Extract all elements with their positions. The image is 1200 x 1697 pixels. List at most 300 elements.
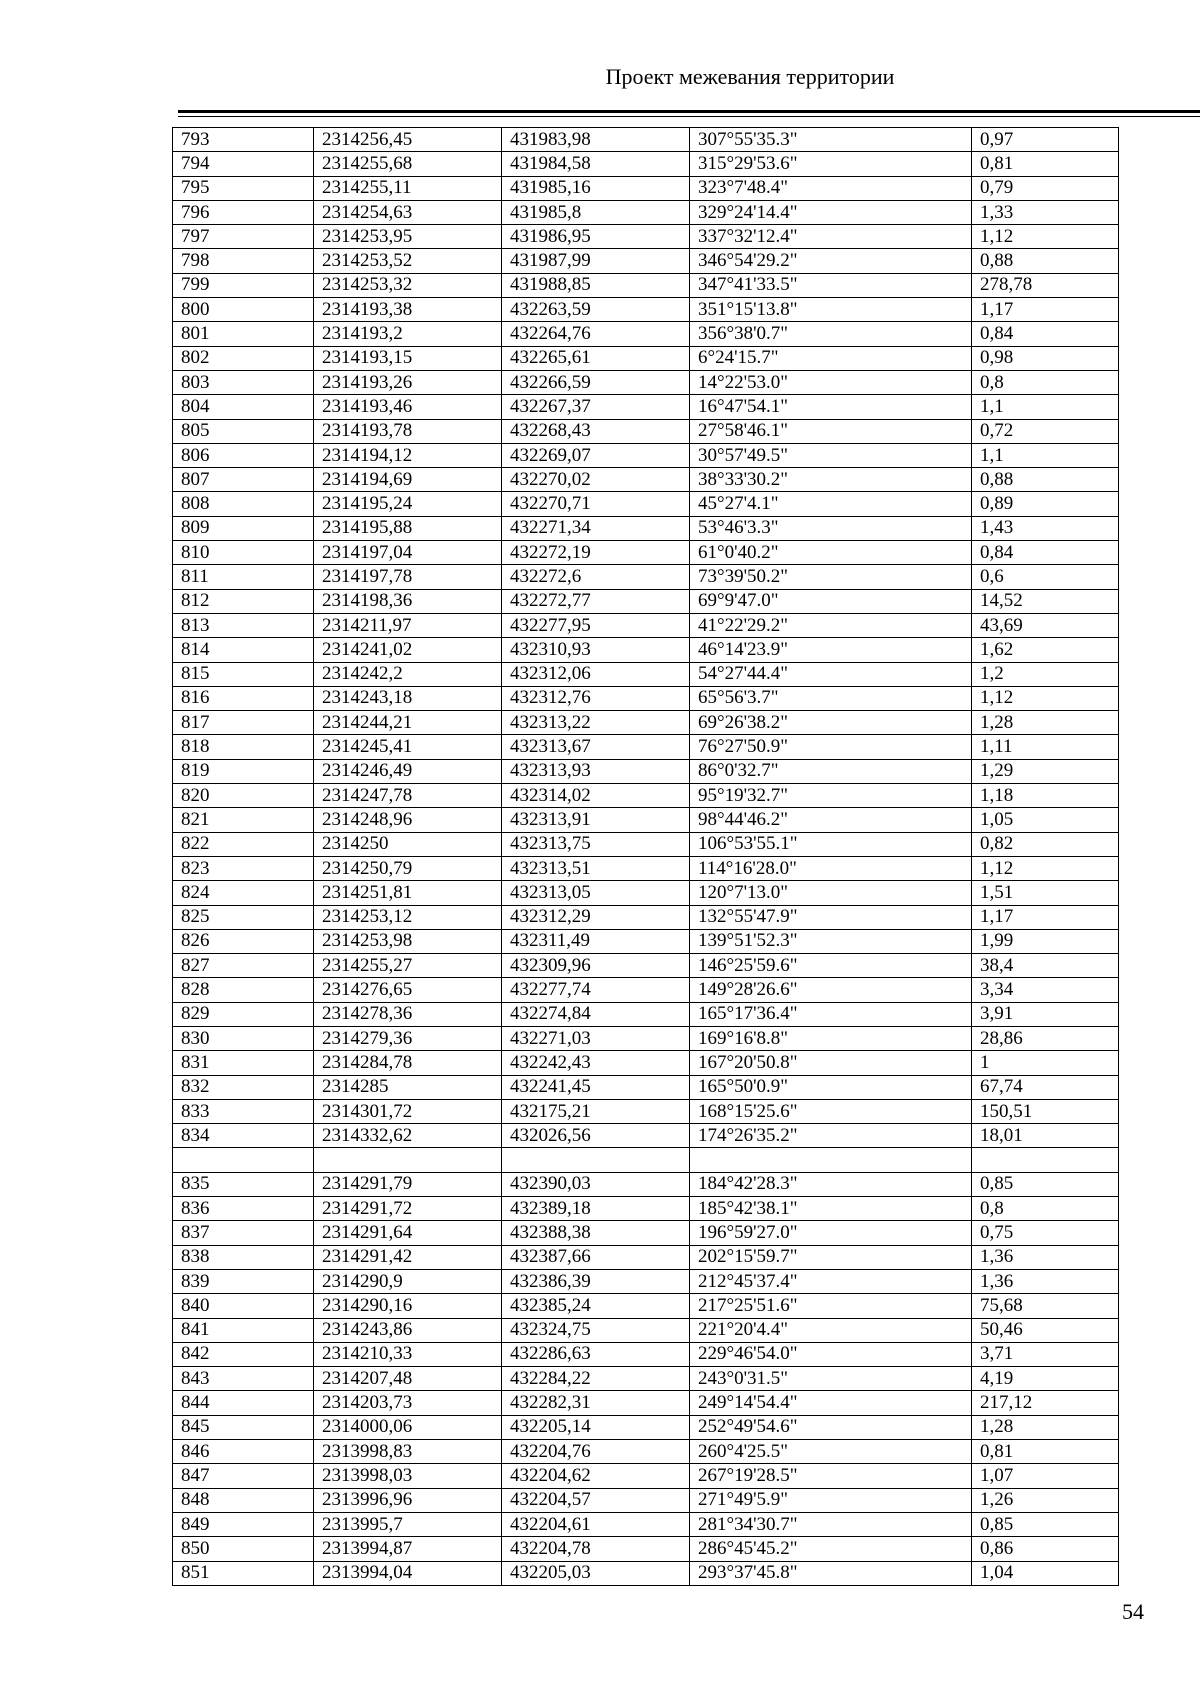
x-coordinate-cell: 2314284,78 bbox=[314, 1051, 502, 1075]
distance-cell: 1,36 bbox=[972, 1245, 1119, 1269]
x-coordinate-cell: 2313998,83 bbox=[314, 1440, 502, 1464]
distance-cell: 75,68 bbox=[972, 1294, 1119, 1318]
direction-angle-cell: 221°20'4.4" bbox=[690, 1318, 972, 1342]
distance-cell: 0,79 bbox=[972, 176, 1119, 200]
table-row bbox=[173, 1002, 1119, 1026]
distance-cell: 1,07 bbox=[972, 1464, 1119, 1488]
point-number-cell: 836 bbox=[173, 1197, 314, 1221]
y-coordinate-cell: 432242,43 bbox=[502, 1051, 690, 1075]
direction-angle-cell: 54°27'44.4" bbox=[690, 662, 972, 686]
table-row bbox=[173, 1318, 1119, 1342]
x-coordinate-cell: 2314250,79 bbox=[314, 856, 502, 880]
table-row bbox=[173, 1415, 1119, 1439]
direction-angle-cell: 337°32'12.4" bbox=[690, 225, 972, 249]
y-coordinate-cell: 432313,91 bbox=[502, 808, 690, 832]
direction-angle-cell: 346°54'29.2" bbox=[690, 249, 972, 273]
point-number-cell: 851 bbox=[173, 1561, 314, 1585]
x-coordinate-cell: 2314255,68 bbox=[314, 152, 502, 176]
direction-angle-cell: 260°4'25.5" bbox=[690, 1440, 972, 1464]
distance-cell: 0,86 bbox=[972, 1537, 1119, 1561]
point-number-cell: 830 bbox=[173, 1026, 314, 1050]
x-coordinate-cell: 2314253,52 bbox=[314, 249, 502, 273]
point-number-cell: 823 bbox=[173, 856, 314, 880]
distance-cell: 1,28 bbox=[972, 711, 1119, 735]
point-number-cell: 827 bbox=[173, 954, 314, 978]
direction-angle-cell: 65°56'3.7" bbox=[690, 686, 972, 710]
table-row bbox=[173, 176, 1119, 200]
y-coordinate-cell: 432204,61 bbox=[502, 1512, 690, 1536]
y-coordinate-cell: 431988,85 bbox=[502, 273, 690, 297]
x-coordinate-cell: 2314203,73 bbox=[314, 1391, 502, 1415]
point-number-cell: 834 bbox=[173, 1124, 314, 1148]
y-coordinate-cell: 432271,34 bbox=[502, 516, 690, 540]
direction-angle-cell: 351°15'13.8" bbox=[690, 298, 972, 322]
y-coordinate-cell: 432313,93 bbox=[502, 759, 690, 783]
x-coordinate-cell: 2314193,26 bbox=[314, 370, 502, 394]
x-coordinate-cell: 2314195,88 bbox=[314, 516, 502, 540]
direction-angle-cell: 106°53'55.1" bbox=[690, 832, 972, 856]
point-number-cell: 849 bbox=[173, 1512, 314, 1536]
distance-cell: 1,17 bbox=[972, 298, 1119, 322]
y-coordinate-cell: 432385,24 bbox=[502, 1294, 690, 1318]
distance-cell: 1,12 bbox=[972, 225, 1119, 249]
x-coordinate-cell: 2314193,38 bbox=[314, 298, 502, 322]
x-coordinate-cell: 2314241,02 bbox=[314, 638, 502, 662]
distance-cell: 1,43 bbox=[972, 516, 1119, 540]
x-coordinate-cell: 2314291,72 bbox=[314, 1197, 502, 1221]
point-number-cell: 842 bbox=[173, 1342, 314, 1366]
distance-cell: 0,88 bbox=[972, 468, 1119, 492]
distance-cell: 3,71 bbox=[972, 1342, 1119, 1366]
direction-angle-cell: 267°19'28.5" bbox=[690, 1464, 972, 1488]
point-number-cell: 799 bbox=[173, 273, 314, 297]
point-number-cell: 825 bbox=[173, 905, 314, 929]
direction-angle-cell: 229°46'54.0" bbox=[690, 1342, 972, 1366]
x-coordinate-cell: 2314198,36 bbox=[314, 589, 502, 613]
x-coordinate-cell: 2314250 bbox=[314, 832, 502, 856]
table-row bbox=[173, 1197, 1119, 1221]
direction-angle-cell: 184°42'28.3" bbox=[690, 1172, 972, 1196]
direction-angle-cell: 45°27'4.1" bbox=[690, 492, 972, 516]
x-coordinate-cell: 2314248,96 bbox=[314, 808, 502, 832]
distance-cell: 38,4 bbox=[972, 954, 1119, 978]
point-number-cell: 835 bbox=[173, 1172, 314, 1196]
y-coordinate-cell: 432265,61 bbox=[502, 346, 690, 370]
point-number-cell: 824 bbox=[173, 881, 314, 905]
x-coordinate-cell: 2313998,03 bbox=[314, 1464, 502, 1488]
point-number-cell: 794 bbox=[173, 152, 314, 176]
distance-cell: 14,52 bbox=[972, 589, 1119, 613]
distance-cell: 0,85 bbox=[972, 1172, 1119, 1196]
point-number-cell: 808 bbox=[173, 492, 314, 516]
distance-cell: 50,46 bbox=[972, 1318, 1119, 1342]
point-number-cell: 818 bbox=[173, 735, 314, 759]
table-row bbox=[173, 1124, 1119, 1148]
point-number-cell: 838 bbox=[173, 1245, 314, 1269]
coordinates-table-body bbox=[173, 128, 1119, 1586]
distance-cell: 18,01 bbox=[972, 1124, 1119, 1148]
distance-cell: 0,72 bbox=[972, 419, 1119, 443]
distance-cell: 1,33 bbox=[972, 200, 1119, 224]
direction-angle-cell: 315°29'53.6" bbox=[690, 152, 972, 176]
table-row bbox=[173, 662, 1119, 686]
direction-angle-cell: 16°47'54.1" bbox=[690, 395, 972, 419]
y-coordinate-cell: 432270,71 bbox=[502, 492, 690, 516]
table-row bbox=[173, 322, 1119, 346]
y-coordinate-cell: 432204,78 bbox=[502, 1537, 690, 1561]
x-coordinate-cell: 2313994,04 bbox=[314, 1561, 502, 1585]
table-row bbox=[173, 249, 1119, 273]
x-coordinate-cell: 2314253,12 bbox=[314, 905, 502, 929]
x-coordinate-cell: 2314254,63 bbox=[314, 200, 502, 224]
y-coordinate-cell: 431985,8 bbox=[502, 200, 690, 224]
point-number-cell: 814 bbox=[173, 638, 314, 662]
distance-cell: 3,91 bbox=[972, 1002, 1119, 1026]
point-number-cell: 828 bbox=[173, 978, 314, 1002]
x-coordinate-cell: 2314193,46 bbox=[314, 395, 502, 419]
x-coordinate-cell: 2314290,9 bbox=[314, 1269, 502, 1293]
x-coordinate-cell: 2314290,16 bbox=[314, 1294, 502, 1318]
table-row bbox=[173, 370, 1119, 394]
x-coordinate-cell: 2314194,69 bbox=[314, 468, 502, 492]
direction-angle-cell: 30°57'49.5" bbox=[690, 443, 972, 467]
distance-cell: 1,05 bbox=[972, 808, 1119, 832]
x-coordinate-cell: 2314000,06 bbox=[314, 1415, 502, 1439]
direction-angle-cell: 185°42'38.1" bbox=[690, 1197, 972, 1221]
direction-angle-cell: 86°0'32.7" bbox=[690, 759, 972, 783]
y-coordinate-cell: 432272,77 bbox=[502, 589, 690, 613]
point-number-cell: 843 bbox=[173, 1367, 314, 1391]
point-number-cell: 847 bbox=[173, 1464, 314, 1488]
direction-angle-cell: 249°14'54.4" bbox=[690, 1391, 972, 1415]
direction-angle-cell: 38°33'30.2" bbox=[690, 468, 972, 492]
point-number-cell: 839 bbox=[173, 1269, 314, 1293]
direction-angle-cell: 120°7'13.0" bbox=[690, 881, 972, 905]
y-coordinate-cell: 432204,62 bbox=[502, 1464, 690, 1488]
distance-cell: 1,11 bbox=[972, 735, 1119, 759]
y-coordinate-cell: 432311,49 bbox=[502, 929, 690, 953]
table-row bbox=[173, 468, 1119, 492]
y-coordinate-cell: 432277,74 bbox=[502, 978, 690, 1002]
point-number-cell: 826 bbox=[173, 929, 314, 953]
y-coordinate-cell: 432386,39 bbox=[502, 1269, 690, 1293]
table-row bbox=[173, 954, 1119, 978]
distance-cell: 1,12 bbox=[972, 856, 1119, 880]
table-row bbox=[173, 1026, 1119, 1050]
table-row bbox=[173, 711, 1119, 735]
point-number-cell: 848 bbox=[173, 1488, 314, 1512]
table-row bbox=[173, 735, 1119, 759]
point-number-cell: 846 bbox=[173, 1440, 314, 1464]
table-row bbox=[173, 1051, 1119, 1075]
direction-angle-cell bbox=[690, 1148, 972, 1172]
table-row bbox=[173, 516, 1119, 540]
direction-angle-cell: 98°44'46.2" bbox=[690, 808, 972, 832]
point-number-cell: 805 bbox=[173, 419, 314, 443]
distance-cell: 1 bbox=[972, 1051, 1119, 1075]
direction-angle-cell: 307°55'35.3" bbox=[690, 128, 972, 152]
point-number-cell: 833 bbox=[173, 1099, 314, 1123]
point-number-cell: 802 bbox=[173, 346, 314, 370]
distance-cell: 1,26 bbox=[972, 1488, 1119, 1512]
y-coordinate-cell: 431986,95 bbox=[502, 225, 690, 249]
y-coordinate-cell: 432312,76 bbox=[502, 686, 690, 710]
y-coordinate-cell: 432313,05 bbox=[502, 881, 690, 905]
point-number-cell: 807 bbox=[173, 468, 314, 492]
y-coordinate-cell: 432264,76 bbox=[502, 322, 690, 346]
table-row bbox=[173, 541, 1119, 565]
y-coordinate-cell: 432266,59 bbox=[502, 370, 690, 394]
direction-angle-cell: 286°45'45.2" bbox=[690, 1537, 972, 1561]
table-row bbox=[173, 419, 1119, 443]
x-coordinate-cell: 2314276,65 bbox=[314, 978, 502, 1002]
table-row bbox=[173, 686, 1119, 710]
x-coordinate-cell: 2313996,96 bbox=[314, 1488, 502, 1512]
table-row bbox=[173, 1440, 1119, 1464]
table-row bbox=[173, 298, 1119, 322]
y-coordinate-cell: 432390,03 bbox=[502, 1172, 690, 1196]
direction-angle-cell: 114°16'28.0" bbox=[690, 856, 972, 880]
x-coordinate-cell: 2314246,49 bbox=[314, 759, 502, 783]
table-row bbox=[173, 225, 1119, 249]
distance-cell: 0,81 bbox=[972, 152, 1119, 176]
table-row bbox=[173, 1148, 1119, 1172]
x-coordinate-cell: 2313994,87 bbox=[314, 1537, 502, 1561]
distance-cell: 43,69 bbox=[972, 613, 1119, 637]
table-row bbox=[173, 929, 1119, 953]
direction-angle-cell: 212°45'37.4" bbox=[690, 1269, 972, 1293]
point-number-cell: 809 bbox=[173, 516, 314, 540]
x-coordinate-cell: 2314193,15 bbox=[314, 346, 502, 370]
x-coordinate-cell: 2314194,12 bbox=[314, 443, 502, 467]
distance-cell: 67,74 bbox=[972, 1075, 1119, 1099]
direction-angle-cell: 69°9'47.0" bbox=[690, 589, 972, 613]
y-coordinate-cell: 432241,45 bbox=[502, 1075, 690, 1099]
x-coordinate-cell: 2314255,11 bbox=[314, 176, 502, 200]
page-number: 54 bbox=[1122, 1599, 1144, 1624]
x-coordinate-cell: 2314242,2 bbox=[314, 662, 502, 686]
distance-cell: 1,12 bbox=[972, 686, 1119, 710]
y-coordinate-cell: 432268,43 bbox=[502, 419, 690, 443]
x-coordinate-cell: 2314247,78 bbox=[314, 784, 502, 808]
direction-angle-cell: 132°55'47.9" bbox=[690, 905, 972, 929]
distance-cell: 278,78 bbox=[972, 273, 1119, 297]
coordinates-table bbox=[172, 127, 1119, 1586]
direction-angle-cell: 293°37'45.8" bbox=[690, 1561, 972, 1585]
table-row bbox=[173, 128, 1119, 152]
direction-angle-cell: 217°25'51.6" bbox=[690, 1294, 972, 1318]
distance-cell: 1,99 bbox=[972, 929, 1119, 953]
point-number-cell: 816 bbox=[173, 686, 314, 710]
x-coordinate-cell: 2314193,78 bbox=[314, 419, 502, 443]
distance-cell: 1,1 bbox=[972, 443, 1119, 467]
direction-angle-cell: 14°22'53.0" bbox=[690, 370, 972, 394]
y-coordinate-cell: 432389,18 bbox=[502, 1197, 690, 1221]
point-number-cell: 817 bbox=[173, 711, 314, 735]
y-coordinate-cell: 432263,59 bbox=[502, 298, 690, 322]
point-number-cell: 832 bbox=[173, 1075, 314, 1099]
table-row bbox=[173, 1391, 1119, 1415]
y-coordinate-cell: 432284,22 bbox=[502, 1367, 690, 1391]
table-row bbox=[173, 1269, 1119, 1293]
table-row bbox=[173, 1561, 1119, 1585]
y-coordinate-cell: 432271,03 bbox=[502, 1026, 690, 1050]
point-number-cell: 841 bbox=[173, 1318, 314, 1342]
table-row bbox=[173, 443, 1119, 467]
x-coordinate-cell: 2314245,41 bbox=[314, 735, 502, 759]
table-row bbox=[173, 1488, 1119, 1512]
distance-cell: 0,82 bbox=[972, 832, 1119, 856]
distance-cell: 0,85 bbox=[972, 1512, 1119, 1536]
table-row bbox=[173, 808, 1119, 832]
x-coordinate-cell: 2314211,97 bbox=[314, 613, 502, 637]
header-rule-thin bbox=[178, 116, 1200, 117]
point-number-cell bbox=[173, 1148, 314, 1172]
point-number-cell: 804 bbox=[173, 395, 314, 419]
y-coordinate-cell: 432026,56 bbox=[502, 1124, 690, 1148]
distance-cell: 0,84 bbox=[972, 541, 1119, 565]
distance-cell: 0,88 bbox=[972, 249, 1119, 273]
x-coordinate-cell: 2314279,36 bbox=[314, 1026, 502, 1050]
x-coordinate-cell: 2314253,95 bbox=[314, 225, 502, 249]
y-coordinate-cell: 432314,02 bbox=[502, 784, 690, 808]
header-rule-thick bbox=[178, 110, 1200, 113]
table-row bbox=[173, 346, 1119, 370]
direction-angle-cell: 149°28'26.6" bbox=[690, 978, 972, 1002]
x-coordinate-cell: 2314253,32 bbox=[314, 273, 502, 297]
point-number-cell: 822 bbox=[173, 832, 314, 856]
direction-angle-cell: 146°25'59.6" bbox=[690, 954, 972, 978]
direction-angle-cell: 174°26'35.2" bbox=[690, 1124, 972, 1148]
x-coordinate-cell: 2314255,27 bbox=[314, 954, 502, 978]
y-coordinate-cell: 432282,31 bbox=[502, 1391, 690, 1415]
direction-angle-cell: 252°49'54.6" bbox=[690, 1415, 972, 1439]
table-row bbox=[173, 1512, 1119, 1536]
x-coordinate-cell: 2314285 bbox=[314, 1075, 502, 1099]
point-number-cell: 798 bbox=[173, 249, 314, 273]
table-row bbox=[173, 1367, 1119, 1391]
y-coordinate-cell: 432204,57 bbox=[502, 1488, 690, 1512]
y-coordinate-cell: 432270,02 bbox=[502, 468, 690, 492]
y-coordinate-cell: 432312,06 bbox=[502, 662, 690, 686]
distance-cell: 28,86 bbox=[972, 1026, 1119, 1050]
x-coordinate-cell: 2314244,21 bbox=[314, 711, 502, 735]
point-number-cell: 800 bbox=[173, 298, 314, 322]
direction-angle-cell: 243°0'31.5" bbox=[690, 1367, 972, 1391]
distance-cell: 3,34 bbox=[972, 978, 1119, 1002]
y-coordinate-cell: 432204,76 bbox=[502, 1440, 690, 1464]
point-number-cell: 831 bbox=[173, 1051, 314, 1075]
table-row bbox=[173, 273, 1119, 297]
distance-cell: 0,8 bbox=[972, 370, 1119, 394]
point-number-cell: 811 bbox=[173, 565, 314, 589]
table-row bbox=[173, 1294, 1119, 1318]
x-coordinate-cell: 2314291,42 bbox=[314, 1245, 502, 1269]
direction-angle-cell: 323°7'48.4" bbox=[690, 176, 972, 200]
distance-cell: 0,81 bbox=[972, 1440, 1119, 1464]
distance-cell: 1,17 bbox=[972, 905, 1119, 929]
y-coordinate-cell: 432274,84 bbox=[502, 1002, 690, 1026]
distance-cell: 0,97 bbox=[972, 128, 1119, 152]
point-number-cell: 796 bbox=[173, 200, 314, 224]
distance-cell: 1,62 bbox=[972, 638, 1119, 662]
x-coordinate-cell bbox=[314, 1148, 502, 1172]
point-number-cell: 797 bbox=[173, 225, 314, 249]
table-row bbox=[173, 589, 1119, 613]
table-row bbox=[173, 492, 1119, 516]
y-coordinate-cell: 432272,6 bbox=[502, 565, 690, 589]
point-number-cell: 810 bbox=[173, 541, 314, 565]
table-row bbox=[173, 1245, 1119, 1269]
distance-cell: 1,2 bbox=[972, 662, 1119, 686]
table-row bbox=[173, 1342, 1119, 1366]
direction-angle-cell: 6°24'15.7" bbox=[690, 346, 972, 370]
direction-angle-cell: 168°15'25.6" bbox=[690, 1099, 972, 1123]
direction-angle-cell: 76°27'50.9" bbox=[690, 735, 972, 759]
table-row bbox=[173, 1172, 1119, 1196]
y-coordinate-cell: 432313,67 bbox=[502, 735, 690, 759]
distance-cell: 4,19 bbox=[972, 1367, 1119, 1391]
direction-angle-cell: 271°49'5.9" bbox=[690, 1488, 972, 1512]
distance-cell: 1,28 bbox=[972, 1415, 1119, 1439]
y-coordinate-cell: 432267,37 bbox=[502, 395, 690, 419]
x-coordinate-cell: 2314243,86 bbox=[314, 1318, 502, 1342]
distance-cell: 0,84 bbox=[972, 322, 1119, 346]
direction-angle-cell: 95°19'32.7" bbox=[690, 784, 972, 808]
y-coordinate-cell: 432277,95 bbox=[502, 613, 690, 637]
x-coordinate-cell: 2314251,81 bbox=[314, 881, 502, 905]
table-row bbox=[173, 978, 1119, 1002]
direction-angle-cell: 73°39'50.2" bbox=[690, 565, 972, 589]
distance-cell: 1,18 bbox=[972, 784, 1119, 808]
point-number-cell: 812 bbox=[173, 589, 314, 613]
table-row bbox=[173, 200, 1119, 224]
x-coordinate-cell: 2314210,33 bbox=[314, 1342, 502, 1366]
direction-angle-cell: 347°41'33.5" bbox=[690, 273, 972, 297]
direction-angle-cell: 46°14'23.9" bbox=[690, 638, 972, 662]
point-number-cell: 820 bbox=[173, 784, 314, 808]
x-coordinate-cell: 2314278,36 bbox=[314, 1002, 502, 1026]
y-coordinate-cell: 432272,19 bbox=[502, 541, 690, 565]
distance-cell: 0,89 bbox=[972, 492, 1119, 516]
x-coordinate-cell: 2314291,79 bbox=[314, 1172, 502, 1196]
direction-angle-cell: 281°34'30.7" bbox=[690, 1512, 972, 1536]
x-coordinate-cell: 2314253,98 bbox=[314, 929, 502, 953]
direction-angle-cell: 167°20'50.8" bbox=[690, 1051, 972, 1075]
x-coordinate-cell: 2314197,04 bbox=[314, 541, 502, 565]
y-coordinate-cell: 432175,21 bbox=[502, 1099, 690, 1123]
y-coordinate-cell: 432324,75 bbox=[502, 1318, 690, 1342]
distance-cell: 150,51 bbox=[972, 1099, 1119, 1123]
y-coordinate-cell: 432313,51 bbox=[502, 856, 690, 880]
x-coordinate-cell: 2314207,48 bbox=[314, 1367, 502, 1391]
table-row bbox=[173, 1099, 1119, 1123]
table-row bbox=[173, 905, 1119, 929]
point-number-cell: 844 bbox=[173, 1391, 314, 1415]
page-header-title: Проект межевания территории bbox=[605, 64, 895, 89]
x-coordinate-cell: 2313995,7 bbox=[314, 1512, 502, 1536]
x-coordinate-cell: 2314193,2 bbox=[314, 322, 502, 346]
point-number-cell: 803 bbox=[173, 370, 314, 394]
distance-cell bbox=[972, 1148, 1119, 1172]
point-number-cell: 793 bbox=[173, 128, 314, 152]
x-coordinate-cell: 2314256,45 bbox=[314, 128, 502, 152]
distance-cell: 0,98 bbox=[972, 346, 1119, 370]
x-coordinate-cell: 2314195,24 bbox=[314, 492, 502, 516]
point-number-cell: 837 bbox=[173, 1221, 314, 1245]
table-row bbox=[173, 759, 1119, 783]
direction-angle-cell: 139°51'52.3" bbox=[690, 929, 972, 953]
